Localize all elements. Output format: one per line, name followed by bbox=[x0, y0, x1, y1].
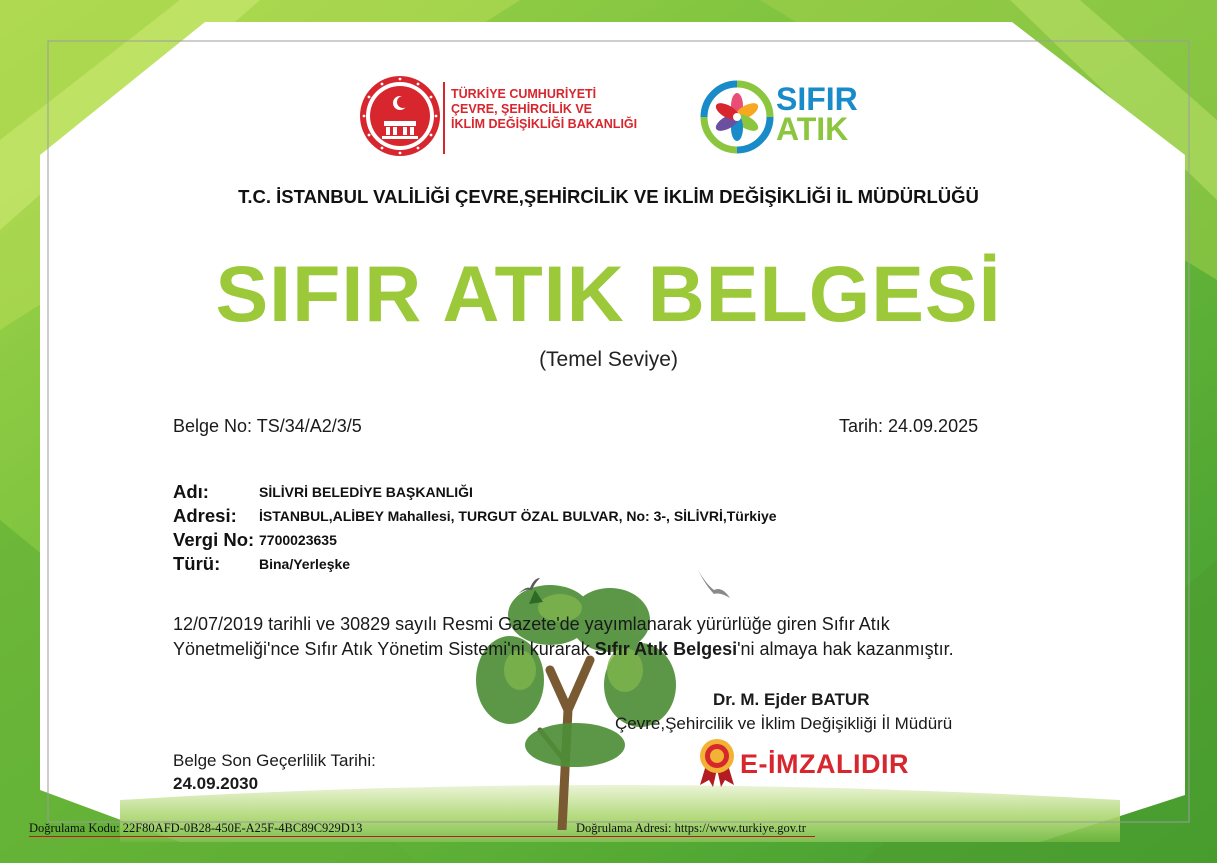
logo-line-1: SIFIR bbox=[776, 81, 858, 117]
statement-bold-text: Sıfır Atık Belgesi bbox=[594, 639, 738, 659]
ministry-name bbox=[451, 87, 637, 132]
field-value-type: Bina/Yerleşke bbox=[259, 556, 351, 572]
ministry-line: İKLİM DEĞİŞİKLİĞİ BAKANLIĞI bbox=[451, 117, 638, 131]
field-label-name: Adı: bbox=[173, 481, 209, 502]
verification-address: Doğrulama Adresi: https://www.turkiye.gov.tr bbox=[576, 821, 806, 835]
field-label-tax-no: Vergi No: bbox=[173, 529, 255, 550]
statement-line-1: 12/07/2019 tarihli ve 30829 sayılı Resmi Gazete'de yayımlanarak yürürlüğe giren Sıfır Atık bbox=[173, 614, 890, 634]
sifir-atik-logo-icon bbox=[700, 80, 774, 154]
ministry-line: ÇEVRE, ŞEHİRCİLİK VE bbox=[451, 102, 592, 116]
signer-name: Dr. M. Ejder BATUR bbox=[713, 690, 870, 709]
field-label-address: Adresi: bbox=[173, 505, 237, 526]
e-signature-label: E-İMZALIDIR bbox=[740, 749, 909, 779]
ministry-line: TÜRKİYE CUMHURİYETİ bbox=[451, 87, 597, 101]
field-label-type: Türü: bbox=[173, 553, 221, 574]
statement-line-2 bbox=[173, 637, 1003, 662]
certificate-statement bbox=[173, 612, 1003, 662]
certificate-title: SIFIR ATIK BELGESİ bbox=[215, 249, 1002, 338]
document-number: Belge No: TS/34/A2/3/5 bbox=[173, 416, 362, 436]
validity-label: Belge Son Geçerlilik Tarihi: bbox=[173, 751, 376, 770]
statement-text-end: 'ni almaya hak kazanmıştır. bbox=[737, 639, 954, 659]
field-value-address: İSTANBUL,ALİBEY Mahallesi, TURGUT ÖZAL BULVAR, No: 3-, SİLİVRİ,Türkiye bbox=[259, 508, 777, 524]
statement-text: Yönetmeliği'nce Sıfır Atık Yönetim Sistemi'ni kurarak bbox=[173, 639, 595, 659]
emblem-divider bbox=[443, 82, 445, 154]
field-value-name: SİLİVRİ BELEDİYE BAŞKANLIĞI bbox=[259, 484, 473, 500]
certificate-level: (Temel Seviye) bbox=[539, 348, 678, 371]
issue-date: Tarih: 24.09.2025 bbox=[839, 416, 979, 436]
logo-line-2: ATIK bbox=[776, 111, 849, 147]
validity-date: 24.09.2030 bbox=[173, 774, 259, 793]
sifir-atik-logo-text bbox=[776, 81, 858, 147]
directorate-title: T.C. İSTANBUL VALİLİĞİ ÇEVRE,ŞEHİRCİLİK VE İKLİM DEĞİŞİKLİĞİ İL MÜDÜRLÜĞÜ bbox=[238, 186, 979, 207]
ministry-emblem-icon bbox=[358, 73, 442, 159]
signer-title: Çevre,Şehircilik ve İklim Değişikliği İl Müdürü bbox=[615, 714, 953, 733]
field-value-tax-no: 7700023635 bbox=[259, 532, 337, 548]
seal-ribbon-icon bbox=[696, 737, 738, 787]
verification-code: Doğrulama Kodu: 22F80AFD-0B28-450E-A25F-4BC89C929D13 bbox=[29, 821, 363, 835]
footer-underline bbox=[29, 836, 815, 837]
